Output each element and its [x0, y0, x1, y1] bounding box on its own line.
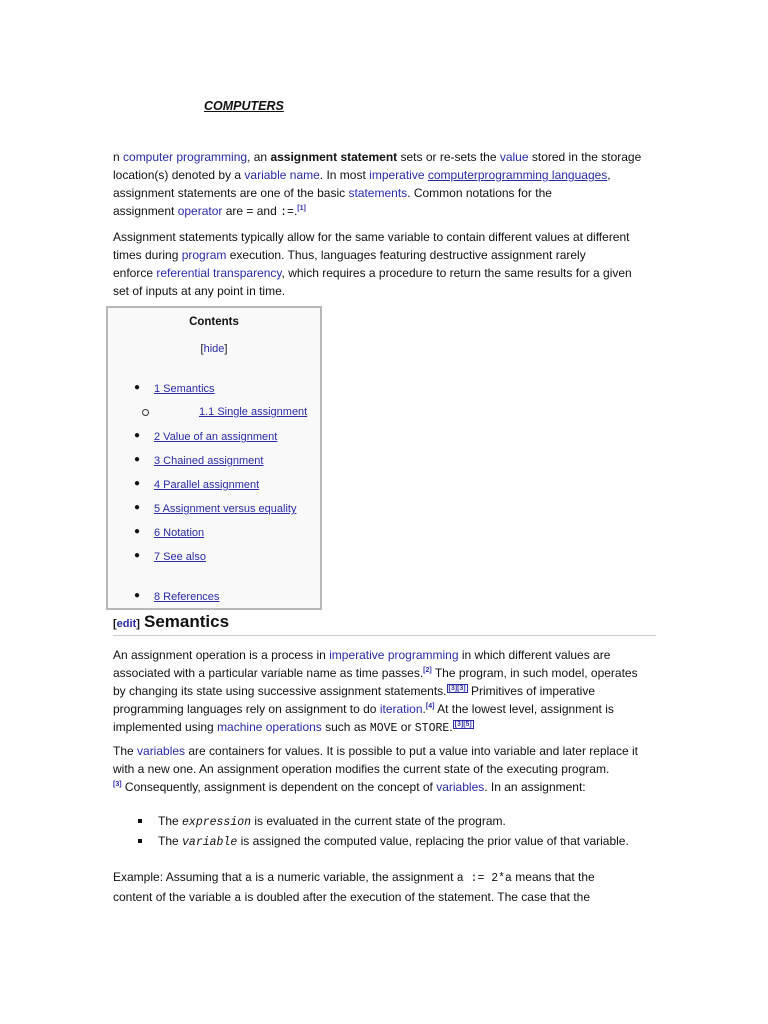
- code-a: a: [245, 872, 252, 885]
- link-machine-operations[interactable]: machine operations: [217, 720, 322, 734]
- link-computer-programming[interactable]: computer programming: [123, 150, 248, 164]
- term-assignment-statement: assignment statement: [270, 150, 398, 164]
- link-operator[interactable]: operator: [177, 204, 223, 218]
- square-bullet-icon: [138, 819, 142, 823]
- sem1-line-1: An assignment operation is a process in imperative programming in which different values are: [113, 648, 611, 662]
- example-line-1: Example: Assuming that a is a numeric variable, the assignment a := 2*a means that the: [113, 870, 595, 885]
- toc-item-single-assignment[interactable]: 1.1 Single assignment: [199, 406, 308, 418]
- toc-item-parallel-assignment[interactable]: 4 Parallel assignment: [154, 479, 260, 491]
- document-title: COMPUTERS: [204, 99, 284, 113]
- sem1-line-5: implemented using machine operations such as MOVE or STORE. [3][5]: [113, 720, 472, 735]
- toc-item-value-of-an-assignment[interactable]: 2 Value of an assignment: [154, 431, 278, 443]
- intro-line-1: n computer programming, an assignment statement sets or re-sets the value stored in the storage: [113, 150, 642, 164]
- citation-3[interactable]: [3][3]: [448, 685, 466, 692]
- edit-link[interactable]: edit: [116, 618, 137, 630]
- link-variable-name[interactable]: variable name: [244, 168, 320, 182]
- toc-item-references[interactable]: 8 References: [154, 591, 220, 603]
- citation-3-5[interactable]: [3][5]: [454, 721, 472, 728]
- sem2-line-3: [3] Consequently, assignment is dependent on the concept of variables. In an assignment:: [113, 780, 586, 794]
- citation-2[interactable]: [2]: [423, 667, 432, 674]
- para2-line-4: set of inputs at any point in time.: [113, 284, 286, 298]
- bullet-icon: ●: [134, 430, 141, 441]
- code-a-assign: a := 2*a: [456, 872, 512, 885]
- toc-title: Contents: [189, 316, 239, 328]
- paragraph-variables: [113, 228, 658, 300]
- bullet-icon: ●: [134, 502, 141, 513]
- bullet-icon: ●: [134, 382, 141, 393]
- semantics-paragraph-2: [113, 742, 658, 796]
- intro-line-2: location(s) denoted by a variable name. In most imperative computerprogramming languages,: [113, 168, 611, 182]
- sem2-line-2: with a new one. An assignment operation modifies the current state of the executing program.: [113, 762, 610, 776]
- bullet-icon: ●: [134, 478, 141, 489]
- toc-item-notation[interactable]: 6 Notation: [154, 527, 205, 539]
- link-referential-transparency[interactable]: referential transparency: [156, 266, 282, 280]
- example-line-2: content of the variable a is doubled after the execution of the statement. The case that the: [113, 890, 590, 905]
- sem2-line-1: The variables are containers for values. It is possible to put a value into variable and later replace it: [113, 744, 638, 758]
- link-computerprogramming-languages[interactable]: computerprogramming languages: [427, 168, 608, 182]
- code-expression: expression: [182, 816, 252, 829]
- square-bullet-icon: [138, 839, 142, 843]
- toc-item-chained-assignment[interactable]: 3 Chained assignment: [154, 455, 264, 467]
- table-of-contents: [106, 306, 322, 610]
- semantics-paragraph-1: [113, 646, 658, 738]
- circle-bullet-icon: [142, 409, 149, 416]
- sem1-line-2: associated with a particular variable name as time passes.[2] The program, in such model, operates: [113, 666, 638, 680]
- toc-item-semantics[interactable]: 1 Semantics: [154, 383, 215, 395]
- edit-section: [edit]: [113, 618, 140, 630]
- para2-line-2: times during program execution. Thus, languages featuring destructive assignment rarely: [113, 248, 586, 262]
- toc-item-see-also[interactable]: 7 See also: [154, 551, 206, 563]
- link-value[interactable]: value: [499, 150, 529, 164]
- intro-line-4: assignment operator are = and :=.[1]: [113, 204, 306, 219]
- example-paragraph: [113, 868, 658, 908]
- link-imperative-programming[interactable]: imperative programming: [329, 648, 459, 662]
- bullet-icon: ●: [134, 550, 141, 561]
- code-variable: variable: [182, 836, 238, 849]
- para2-line-3: enforce referential transparency, which requires a procedure to return the same results for a given: [113, 266, 632, 280]
- code-store: STORE: [414, 722, 450, 735]
- citation-4[interactable]: [4]: [425, 703, 435, 710]
- link-variables[interactable]: variables: [137, 744, 186, 758]
- intro-line-3: assignment statements are one of the basic statements. Common notations for the: [113, 186, 552, 200]
- bullet-icon: ●: [134, 526, 141, 537]
- citation-3b[interactable]: [3]: [113, 781, 122, 788]
- section-title: Semantics: [144, 612, 230, 631]
- section-heading-semantics: [113, 611, 656, 636]
- code-move: MOVE: [369, 722, 398, 735]
- link-program[interactable]: program: [181, 248, 227, 262]
- para2-line-1: Assignment statements typically allow for the same variable to contain different values at different: [113, 230, 630, 244]
- sem1-line-3: by changing its state using successive assignment statements. [3][3] Primitives of imperative: [113, 684, 596, 698]
- citation-1[interactable]: [1]: [297, 205, 306, 212]
- bullet-icon: ●: [134, 454, 141, 465]
- sem1-line-4: programming languages rely on assignment to do iteration.[4] At the lowest level, assignment is: [113, 702, 614, 716]
- code-colon-equals: :=: [280, 206, 294, 219]
- bullet-icon: ●: [134, 590, 141, 601]
- toc-hide-link[interactable]: hide: [203, 343, 225, 355]
- toc-hide-toggle: [hide]: [200, 343, 228, 355]
- link-iteration[interactable]: iteration: [379, 702, 423, 716]
- code-a-2: a: [234, 892, 242, 905]
- link-variables-2[interactable]: variables: [436, 780, 485, 794]
- link-imperative[interactable]: imperative: [369, 168, 425, 182]
- link-statements[interactable]: statements: [348, 186, 408, 200]
- toc-item-assignment-versus-equality[interactable]: 5 Assignment versus equality: [154, 503, 297, 515]
- intro-paragraph: [113, 148, 658, 222]
